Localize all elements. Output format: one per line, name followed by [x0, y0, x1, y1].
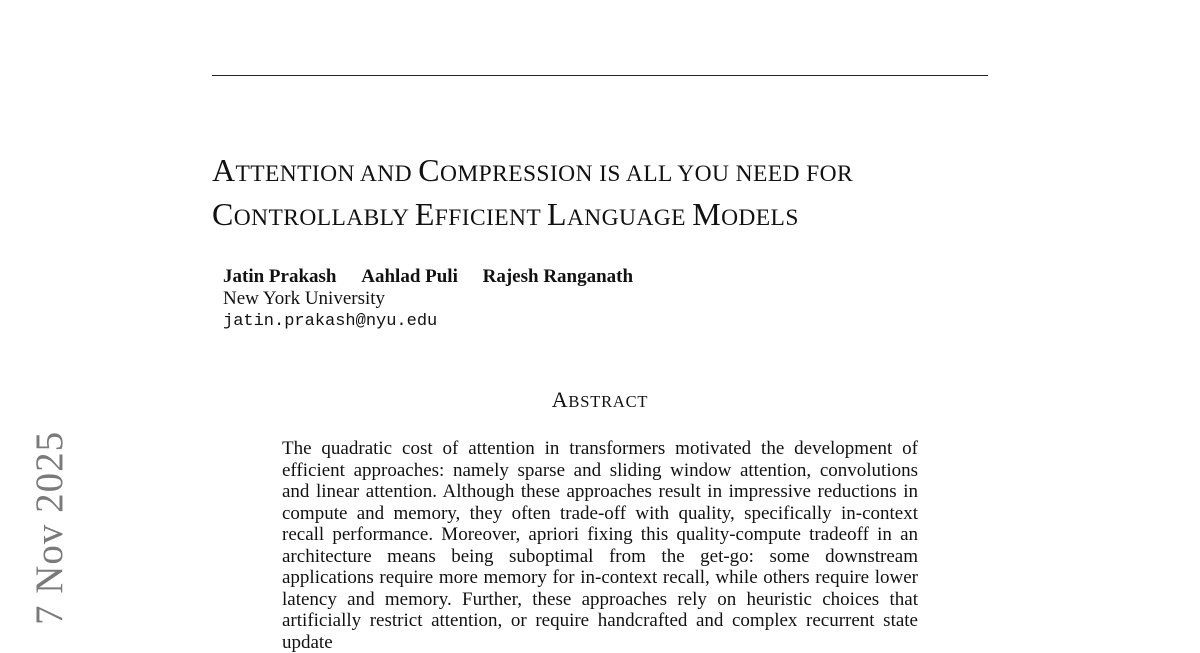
capital-letter: L	[546, 196, 567, 232]
small-caps-text: ONTROLLABLY	[233, 205, 415, 231]
abstract-text: The quadratic cost of attention in transformers motivated the development of efficient approaches: namely sparse and sliding window attention, convolutions and linear attention. Although these approaches result in impressive reductions in compute and memory, they often trade-off with quality, specifically in-context recall performance. Moreover, apriori fixing this quality-compute tradeoff in an architecture means being suboptimal from the get-go: some downstream applications require more memory for in-context recall, while others require lower latency and memory. Further, these approaches rely on heuristic choices that artificially restrict attention, or require handcrafted and complex recurrent state update	[282, 438, 918, 653]
affiliation: New York University	[223, 288, 386, 309]
arxiv-date: 7 Nov 2025	[28, 430, 71, 625]
capital-letter: E	[414, 196, 435, 232]
capital-letter: C	[212, 196, 234, 232]
abstract-heading	[0, 386, 1200, 416]
paper-title	[212, 150, 1012, 238]
header-rule	[212, 75, 988, 76]
small-caps-text: TTENTION AND	[235, 161, 419, 187]
capital-letter: A	[551, 387, 569, 412]
small-caps-text: BSTRACT	[568, 392, 649, 411]
title-line-1	[212, 150, 1012, 194]
author-name: Rajesh Ranganath	[482, 266, 634, 287]
capital-letter: M	[692, 196, 722, 232]
author-email[interactable]: jatin.prakash@nyu.edu	[223, 312, 438, 331]
capital-letter: A	[212, 152, 236, 188]
small-caps-text: FFICIENT	[434, 205, 547, 231]
small-caps-text: ANGUAGE	[566, 205, 693, 231]
small-caps-text: OMPRESSION IS ALL YOU NEED FOR	[440, 161, 854, 187]
author-name: Aahlad Puli	[361, 266, 458, 287]
title-line-2	[212, 194, 1012, 238]
small-caps-text: ODELS	[721, 205, 799, 231]
capital-letter: C	[418, 152, 440, 188]
author-name: Jatin Prakash	[223, 266, 337, 287]
